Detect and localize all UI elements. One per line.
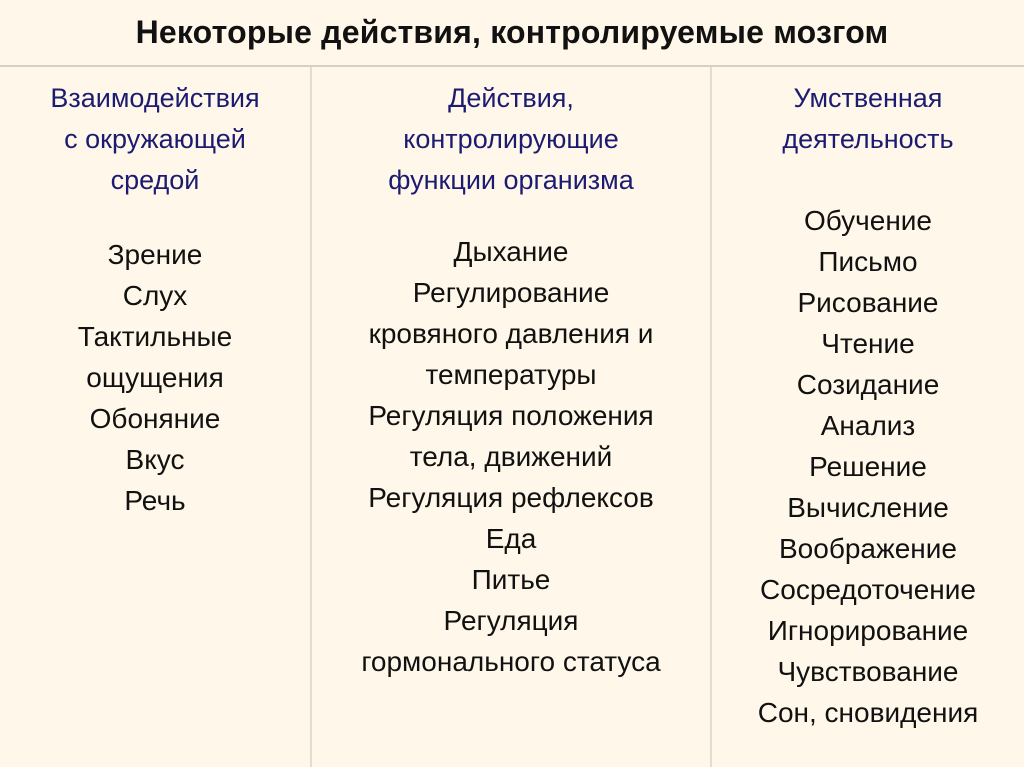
column-items: [0, 234, 310, 521]
list-item: Созидание: [796, 369, 940, 400]
list-item: Игнорирование: [767, 615, 969, 646]
list-item: Воображение: [779, 533, 957, 564]
list-item: Речь: [124, 485, 186, 516]
column-header: [312, 78, 710, 201]
list-item: Чтение: [821, 328, 915, 359]
list-item: Чувствование: [777, 656, 959, 687]
header-line: контролирующие: [403, 124, 619, 154]
list-item: Тактильные: [77, 321, 233, 352]
list-item: гормонального статуса: [361, 646, 661, 677]
column-items: [312, 231, 710, 682]
list-item: Регуляция: [443, 605, 579, 636]
column-body-functions: [312, 78, 710, 682]
list-item: Обучение: [803, 205, 933, 236]
column-mental-activity: [712, 78, 1024, 733]
list-item: Регуляция рефлексов: [368, 482, 654, 513]
page-title: Некоторые действия, контролируемые мозгом: [135, 14, 889, 50]
column-header: [0, 78, 310, 201]
list-item: Сосредоточение: [760, 574, 976, 605]
header-line: функции организма: [388, 165, 634, 195]
list-item: температуры: [425, 359, 597, 390]
list-item: Регуляция положения: [368, 400, 654, 431]
list-item: Слух: [122, 280, 188, 311]
title-bar: [0, 0, 1024, 67]
list-item: Регулирование: [412, 277, 610, 308]
column-environment: [0, 78, 310, 521]
list-item: кровяного давления и: [368, 318, 654, 349]
list-item: Обоняние: [89, 403, 221, 434]
list-item: Анализ: [820, 410, 916, 441]
list-item: Вычисление: [787, 492, 949, 523]
list-item: Зрение: [107, 239, 203, 270]
column-items: [712, 200, 1024, 733]
column-header: [712, 78, 1024, 160]
list-item: тела, движений: [409, 441, 613, 472]
header-line: Умственная: [793, 83, 943, 113]
list-item: Решение: [809, 451, 927, 482]
header-line: Действия,: [448, 83, 574, 113]
header-line: с окружающей: [64, 124, 246, 154]
header-line: деятельность: [782, 124, 954, 154]
list-item: Дыхание: [453, 236, 569, 267]
list-item: ощущения: [86, 362, 224, 393]
list-item: Рисование: [797, 287, 939, 318]
list-item: Сон, сновидения: [757, 697, 979, 728]
list-item: Еда: [485, 523, 537, 554]
list-item: Вкус: [125, 444, 185, 475]
list-item: Питье: [471, 564, 551, 595]
header-line: Взаимодействия: [50, 83, 260, 113]
list-item: Письмо: [818, 246, 918, 277]
header-line: средой: [110, 165, 200, 195]
